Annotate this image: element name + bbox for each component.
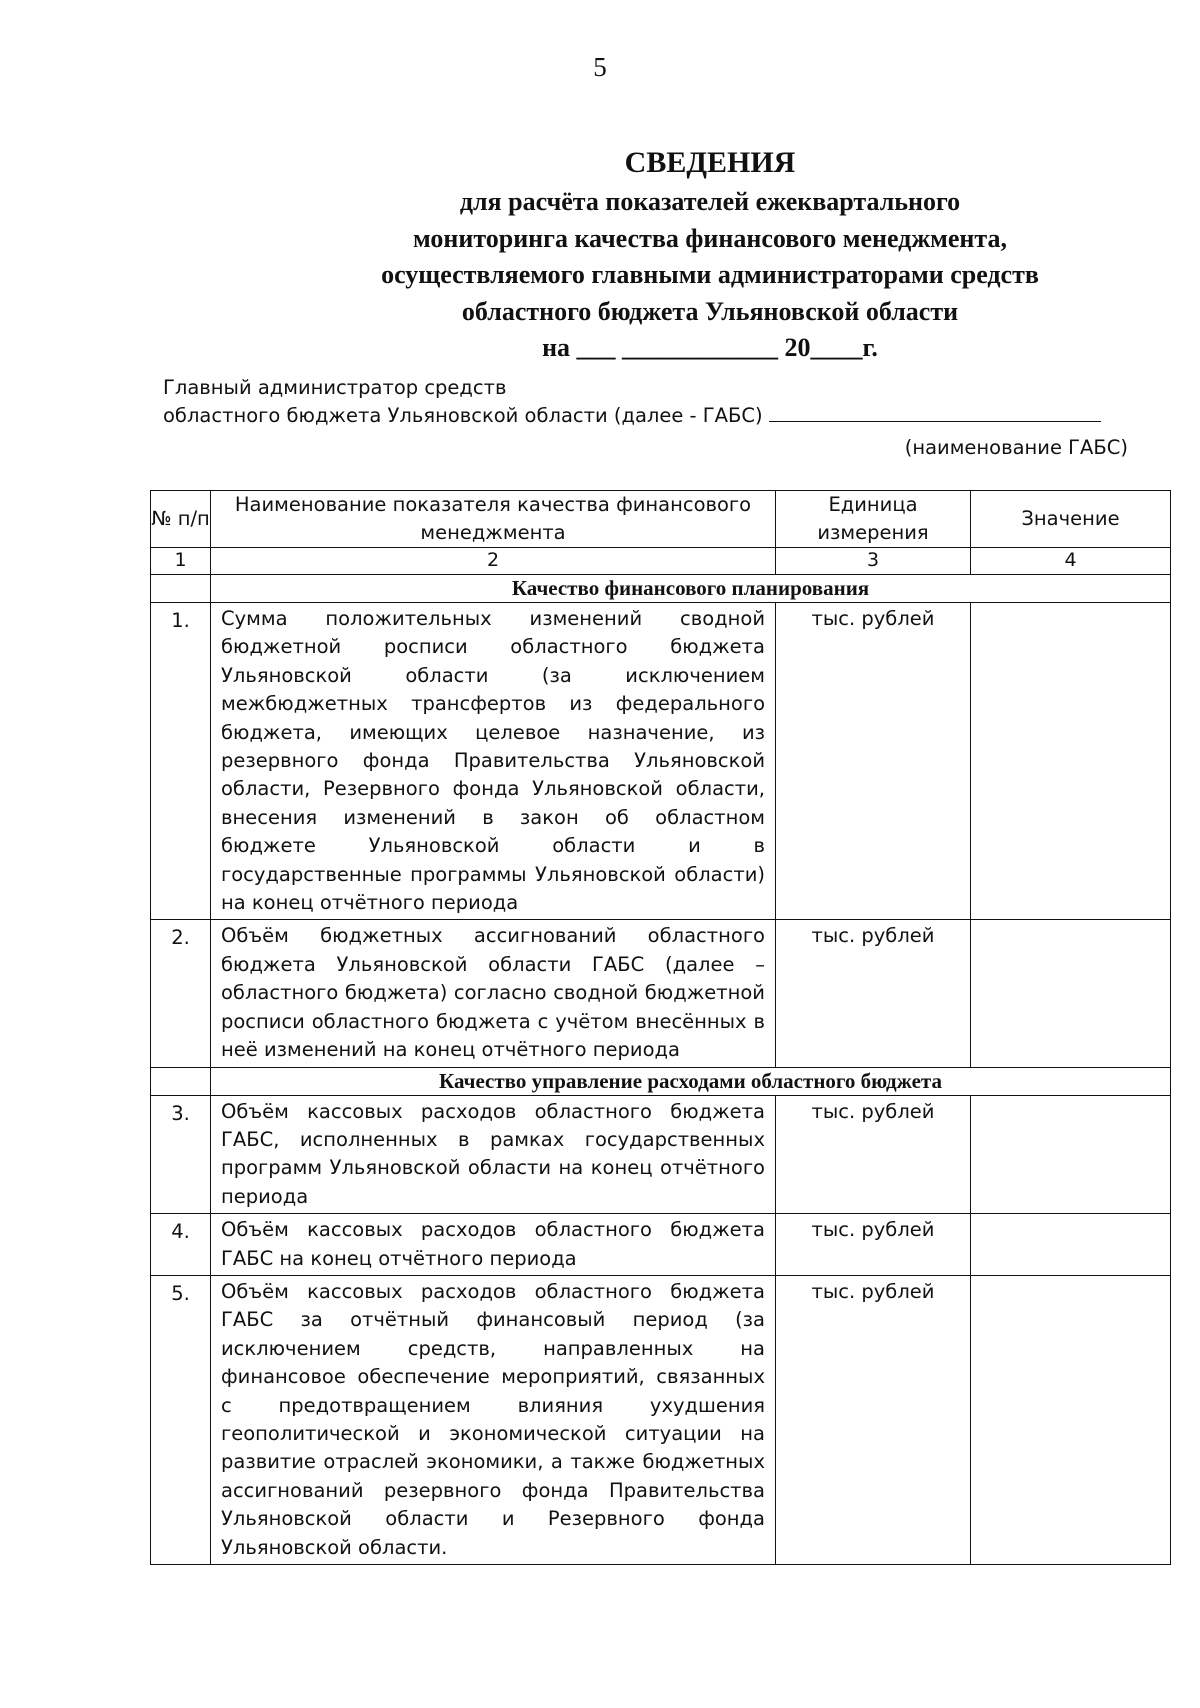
subtitle-line: осуществляемого главными администраторами средств: [381, 260, 1039, 289]
table-header-row: [151, 491, 1171, 548]
column-number: 4: [971, 548, 1171, 575]
indicator-name: Объём бюджетных ассигнований областного бюджета Ульяновской области ГАБС (далее – областного бюджета) согласно сводной бюджетной росписи областного бюджета с учётом внесённых в неё изменений на конец отчётного периода: [211, 920, 776, 1067]
row-number: 5.: [151, 1275, 211, 1564]
gabs-label-line2: [163, 402, 1128, 430]
value-cell[interactable]: [971, 1214, 1171, 1276]
row-number: 4.: [151, 1214, 211, 1276]
gabs-name-hint: (наименование ГАБС): [904, 436, 1128, 459]
table-row: [151, 1095, 1171, 1214]
header-num: № п/п: [151, 491, 211, 548]
row-number: 2.: [151, 920, 211, 1067]
document-title: СВЕДЕНИЯ: [624, 146, 796, 179]
table-row: [151, 1275, 1171, 1564]
header-name: Наименование показателя качества финансового менеджмента: [211, 491, 776, 548]
subtitle-line: областного бюджета Ульяновской области: [461, 296, 959, 326]
row-number: 3.: [151, 1095, 211, 1214]
section-empty-cell: [151, 1067, 211, 1095]
table-row: [151, 1214, 1171, 1276]
value-cell[interactable]: [971, 603, 1171, 920]
column-number: 1: [151, 548, 211, 575]
header-value: Значение: [971, 491, 1171, 548]
gabs-label-text: областного бюджета Ульяновской области (далее - ГАБС): [163, 404, 763, 427]
unit-of-measure: тыс. рублей: [776, 1095, 971, 1214]
value-cell[interactable]: [971, 1095, 1171, 1214]
column-number-row: [151, 548, 1171, 575]
section-empty-cell: [151, 575, 211, 603]
subtitle-line: для расчёта показателей ежеквартального: [459, 187, 961, 216]
document-subtitle: [330, 184, 1090, 367]
section-title: Качество финансового планирования: [211, 575, 1171, 603]
unit-of-measure: тыс. рублей: [776, 1275, 971, 1564]
indicator-name: Объём кассовых расходов областного бюджета ГАБС, исполненных в рамках государственных программ Ульяновской области на конец отчётного периода: [211, 1095, 776, 1214]
gabs-block: [163, 374, 1128, 462]
indicator-name: Объём кассовых расходов областного бюджета ГАБС на конец отчётного периода: [211, 1214, 776, 1276]
report-date-line: на ___ ____________ 20____г.: [542, 333, 878, 362]
column-number: 3: [776, 548, 971, 575]
column-number: 2: [211, 548, 776, 575]
section-row: [151, 575, 1171, 603]
indicator-name: Сумма положительных изменений сводной бюджетной росписи областного бюджета Ульяновской области (за исключением межбюджетных трансфертов из федерального бюджета, имеющих целевое назначение, из резервного фонда Правительства Ульяновской области, Резервного фонда Ульяновской области, внесения изменений в закон об областном бюджете Ульяновской области и в государственные программы Ульяновской области) на конец отчётного периода: [211, 603, 776, 920]
value-cell[interactable]: [971, 1275, 1171, 1564]
table-row: [151, 603, 1171, 920]
indicator-name: Объём кассовых расходов областного бюджета ГАБС за отчётный финансовый период (за исключением средств, направленных на финансовое обеспечение мероприятий, связанных с предотвращением влияния ухудшения геополитической и экономической ситуации на развитие отраслей экономики, а также бюджетных ассигнований резервного фонда Правительства Ульяновской области и Резервного фонда Ульяновской области.: [211, 1275, 776, 1564]
section-title: Качество управление расходами областного бюджета: [211, 1067, 1171, 1095]
gabs-label-line1: Главный администратор средств: [163, 376, 507, 399]
gabs-name-blank[interactable]: [769, 403, 1101, 422]
unit-of-measure: тыс. рублей: [776, 603, 971, 920]
unit-of-measure: тыс. рублей: [776, 920, 971, 1067]
section-row: [151, 1067, 1171, 1095]
header-unit: Единица измерения: [776, 491, 971, 548]
table-row: [151, 920, 1171, 1067]
indicators-table: [150, 490, 1171, 1565]
value-cell[interactable]: [971, 920, 1171, 1067]
page-number: 5: [593, 52, 607, 82]
unit-of-measure: тыс. рублей: [776, 1214, 971, 1276]
subtitle-line: мониторинга качества финансового менеджмента,: [412, 223, 1007, 253]
row-number: 1.: [151, 603, 211, 920]
